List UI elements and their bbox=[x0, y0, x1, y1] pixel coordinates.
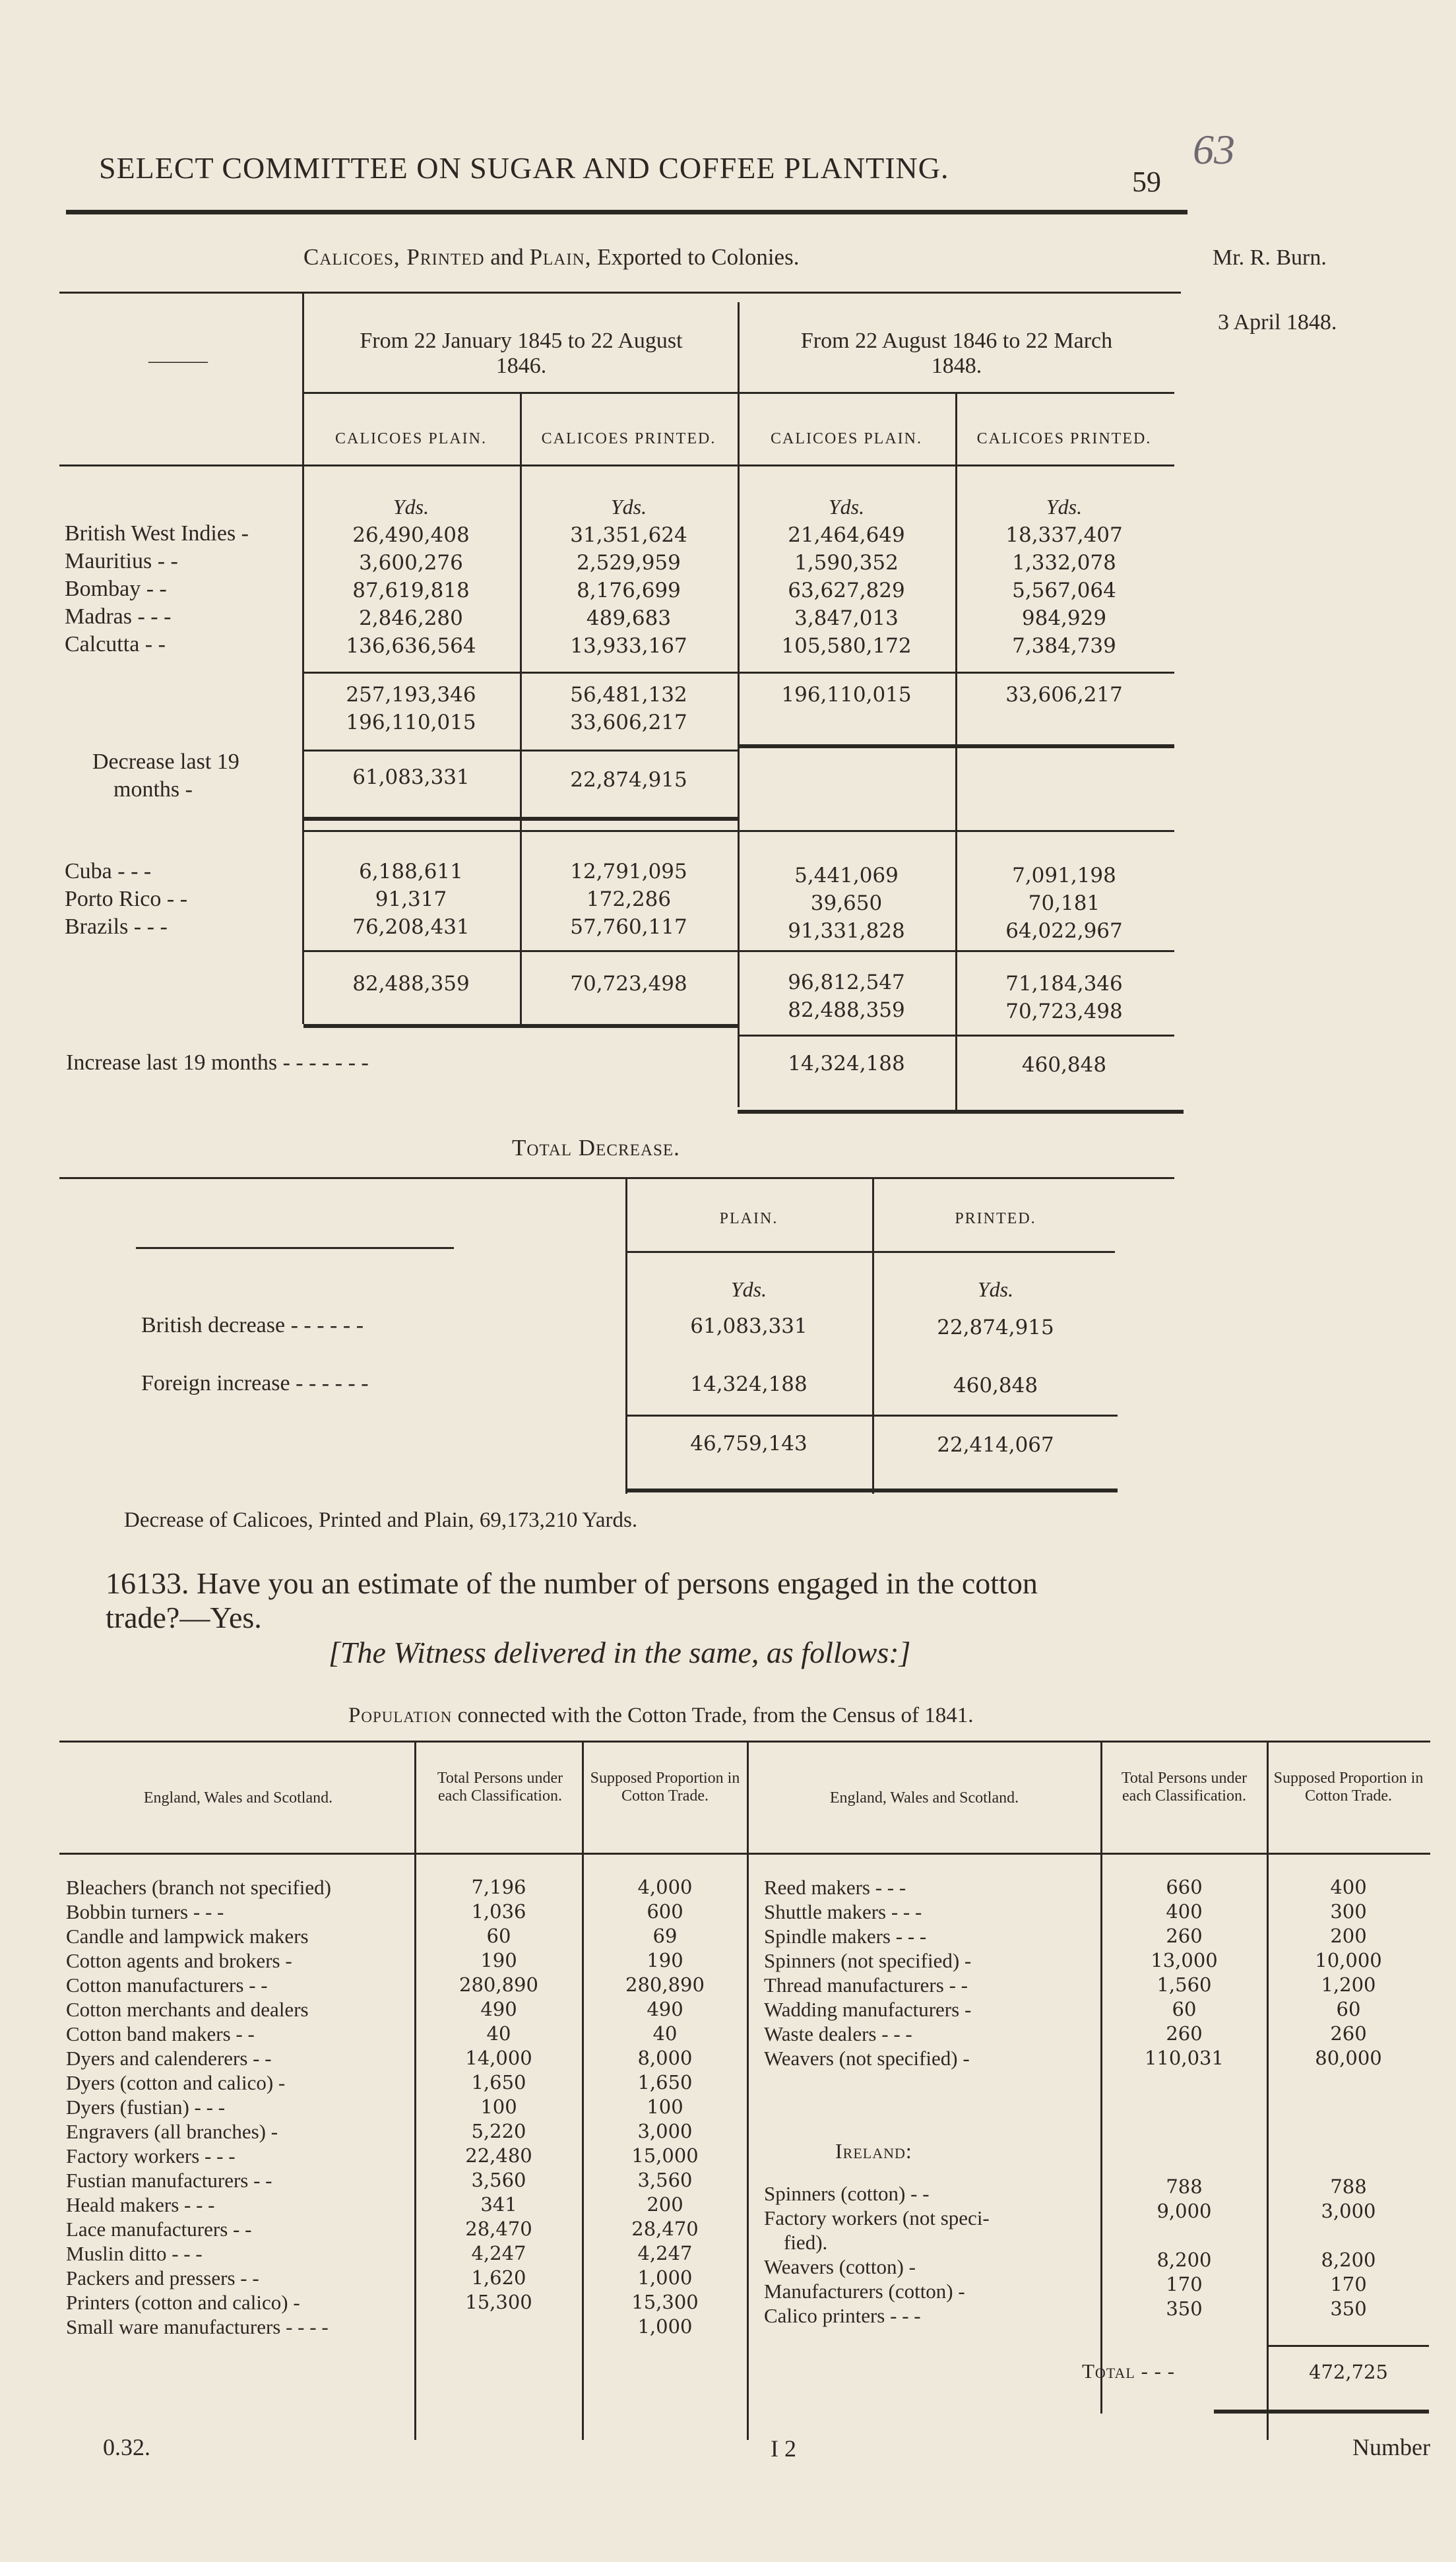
foreign-values-col4 bbox=[957, 862, 1172, 945]
occupation-label: Dyers (fustian) - - - bbox=[66, 2096, 226, 2119]
table3-head-proportion: Supposed Proportion in Cotton Trade. bbox=[1273, 1770, 1424, 1805]
cell-value bbox=[1269, 2224, 1428, 2248]
increase-plain: 14,324,188 bbox=[788, 1052, 905, 1075]
difference-rule bbox=[738, 744, 1174, 748]
cell-value: 788 bbox=[1166, 2175, 1203, 2198]
occupation-label: Weavers (not specified) - bbox=[764, 2047, 970, 2070]
cell-value: 64,022,967 bbox=[1005, 919, 1123, 943]
cell-value: 60 bbox=[1172, 1998, 1197, 2020]
occupation-label: Thread manufacturers - - bbox=[764, 1973, 968, 1997]
occupation-label: Bleachers (branch not specified) bbox=[66, 1876, 331, 1899]
table1-head-rule bbox=[59, 464, 1174, 466]
cell-value: 21,464,649 bbox=[788, 523, 905, 547]
decrease-plain: 61,083,331 bbox=[352, 765, 470, 789]
cell-value bbox=[1103, 2224, 1265, 2248]
witness-note: [The Witness delivered in the same, as follows:] bbox=[329, 1636, 911, 1669]
table3-col-divider bbox=[414, 1741, 416, 2440]
subtotal1-col2 bbox=[521, 681, 736, 736]
right-proportions bbox=[1269, 1875, 1428, 2070]
table3-col-divider bbox=[1267, 1741, 1269, 2440]
occupation-label: Waste dealers - - - bbox=[764, 2022, 912, 2045]
occupation-label: Cotton manufacturers - - bbox=[66, 1973, 268, 1997]
table2-printed-value: 460,848 bbox=[953, 1374, 1038, 1397]
cell-value: 28,470 bbox=[465, 2218, 532, 2240]
colony-values-col1 bbox=[303, 521, 519, 660]
cell-value: 190 bbox=[647, 1949, 683, 1971]
cell-value: 984,929 bbox=[1021, 606, 1107, 630]
foreign-values-col1 bbox=[303, 858, 519, 941]
foreign-labels bbox=[65, 858, 302, 941]
cell-value: 69 bbox=[652, 1925, 678, 1947]
cell-value: 31,351,624 bbox=[570, 523, 687, 547]
table2-plain-value: 14,324,188 bbox=[690, 1372, 807, 1396]
cell-value: 257,193,346 bbox=[346, 683, 476, 707]
cell-value: 4,247 bbox=[471, 2242, 526, 2264]
cell-value: 63,627,829 bbox=[788, 579, 905, 602]
cell-value: 4,000 bbox=[637, 1876, 693, 1898]
row-label: Mauritius - - bbox=[65, 549, 178, 573]
cell-value: 196,110,015 bbox=[346, 711, 476, 734]
cell-value: 9,000 bbox=[1156, 2200, 1212, 2222]
cell-value: 100 bbox=[480, 2096, 517, 2118]
footer-left: 0.32. bbox=[103, 2434, 150, 2460]
cell-value: 490 bbox=[647, 1998, 683, 2020]
cell-value: 1,200 bbox=[1321, 1973, 1376, 1996]
row-label: Bombay - - bbox=[65, 577, 167, 601]
table3-bottom-rule bbox=[1214, 2410, 1429, 2414]
cell-value: 196,110,015 bbox=[781, 683, 912, 707]
cell-value: 105,580,172 bbox=[781, 634, 912, 658]
header-rule bbox=[66, 210, 1187, 214]
table1-top-rule bbox=[59, 292, 1181, 294]
table3-head-region: England, Wales and Scotland. bbox=[829, 1789, 1019, 1807]
foreign-top-rule bbox=[303, 830, 1174, 832]
table2-col-head: PRINTED. bbox=[955, 1210, 1036, 1227]
cell-value: 39,650 bbox=[810, 891, 883, 915]
cell-value: 300 bbox=[1330, 1900, 1367, 1923]
subtotal1-col3 bbox=[739, 681, 954, 709]
occupation-label: Small ware manufacturers - - - - bbox=[66, 2315, 329, 2338]
row-label: British West Indies - bbox=[65, 521, 249, 546]
table1-col-head: CALICOES PLAIN. bbox=[334, 430, 487, 447]
cell-value: 40 bbox=[486, 2022, 511, 2045]
colony-values-col3 bbox=[739, 521, 954, 660]
table1-col-head: CALICOES PRINTED. bbox=[976, 430, 1152, 447]
occupation-label: Weavers (cotton) - bbox=[764, 2255, 916, 2278]
cell-value: 1,036 bbox=[471, 1900, 526, 1923]
occupation-label: Manufacturers (cotton) - bbox=[764, 2280, 965, 2303]
row-label: Madras - - - bbox=[65, 604, 172, 629]
cell-value: 4,247 bbox=[637, 2242, 693, 2264]
cell-value: 8,176,699 bbox=[577, 579, 681, 602]
cell-value: 70,723,498 bbox=[570, 972, 687, 996]
handwritten-page-number: 63 bbox=[1193, 126, 1235, 173]
cell-value: 87,619,818 bbox=[352, 579, 470, 602]
cell-value: 82,488,359 bbox=[788, 998, 905, 1022]
footer-catchword: Number bbox=[1352, 2434, 1430, 2460]
cell-value: 26,490,408 bbox=[352, 523, 470, 547]
cell-value: 8,200 bbox=[1156, 2249, 1212, 2271]
cell-value: 260 bbox=[1166, 1925, 1203, 1947]
cell-value: 170 bbox=[1166, 2273, 1203, 2295]
unit-label: Yds. bbox=[393, 495, 429, 519]
cell-value: 100 bbox=[647, 2096, 683, 2118]
colony-labels bbox=[65, 520, 302, 658]
table3-head-region: England, Wales and Scotland. bbox=[143, 1789, 333, 1807]
table3-col-divider bbox=[747, 1741, 749, 2440]
table3-top-rule bbox=[59, 1741, 1430, 1743]
cell-value: 2,846,280 bbox=[359, 606, 463, 630]
cell-value: 200 bbox=[647, 2193, 683, 2216]
cell-value: 660 bbox=[1166, 1876, 1203, 1898]
occupation-label: Wadding manufacturers - bbox=[764, 1998, 972, 2021]
cell-value: 6,188,611 bbox=[359, 860, 463, 883]
cell-value: 96,812,547 bbox=[788, 971, 905, 994]
cell-value: 70,181 bbox=[1028, 891, 1100, 915]
occupation-label: Engravers (all branches) - bbox=[66, 2120, 278, 2143]
cell-value: 190 bbox=[480, 1949, 517, 1971]
occupation-label: Printers (cotton and calico) - bbox=[66, 2291, 300, 2314]
table3-head-rule bbox=[59, 1853, 1430, 1855]
cell-value: 489,683 bbox=[586, 606, 672, 630]
footer-signature: I 2 bbox=[771, 2435, 796, 2462]
cell-value: 91,317 bbox=[375, 887, 447, 911]
table3-caption: Population connected with the Cotton Trade, from the Census of 1841. bbox=[348, 1704, 974, 1727]
table2-bottom-rule bbox=[627, 1489, 1118, 1492]
subtotal2-col3 bbox=[739, 969, 954, 1024]
subtotal2-col4 bbox=[957, 970, 1172, 1025]
decrease-label: Decrease last 19 months - bbox=[92, 750, 239, 802]
ireland-heading: Ireland: bbox=[835, 2139, 912, 2163]
cell-value: 788 bbox=[1330, 2175, 1367, 2198]
cell-value: 1,650 bbox=[471, 2071, 526, 2094]
table3-total-label: Total - - - bbox=[1082, 2359, 1176, 2383]
cell-value: 7,091,198 bbox=[1012, 864, 1116, 887]
table3-total-value: 472,725 bbox=[1309, 2361, 1388, 2383]
cell-value: 40 bbox=[652, 2022, 678, 2045]
cell-value: 1,560 bbox=[1156, 1973, 1212, 1996]
subtotal-rule bbox=[738, 1035, 1174, 1037]
cell-value: 60 bbox=[486, 1925, 511, 1947]
subtotal2-col2 bbox=[521, 970, 736, 998]
cell-value: 3,560 bbox=[637, 2169, 693, 2191]
table2-row-label: British decrease - - - - - - bbox=[141, 1313, 364, 1337]
cell-value: 5,441,069 bbox=[794, 864, 899, 887]
cell-value: 350 bbox=[1330, 2297, 1367, 2320]
occupation-label: Spinners (cotton) - - bbox=[764, 2182, 930, 2205]
cell-value: 1,000 bbox=[637, 2266, 693, 2289]
page-title: SELECT COMMITTEE ON SUGAR AND COFFEE PLANTING. bbox=[99, 151, 949, 185]
cell-value: 200 bbox=[1330, 1925, 1367, 1947]
cell-value: 18,337,407 bbox=[1005, 523, 1123, 547]
right-occupations bbox=[764, 1875, 1098, 2070]
table2-stub-rule bbox=[136, 1247, 454, 1249]
decrease-printed: 22,874,915 bbox=[570, 768, 687, 792]
cell-value: 56,481,132 bbox=[570, 683, 687, 707]
table2-col-head: PLAIN. bbox=[719, 1210, 778, 1227]
cell-value bbox=[417, 2315, 581, 2339]
table3-head-total: Total Persons under each Classification. bbox=[1121, 1770, 1248, 1805]
occupation-label: Shuttle makers - - - bbox=[764, 1900, 922, 1923]
cell-value: 10,000 bbox=[1315, 1949, 1382, 1971]
cell-value: 280,890 bbox=[625, 1973, 705, 1996]
occupation-label: Spindle makers - - - bbox=[764, 1925, 927, 1948]
cell-value: 22,480 bbox=[465, 2144, 532, 2167]
cell-value: 33,606,217 bbox=[570, 711, 687, 734]
table2-total-plain: 46,759,143 bbox=[690, 1432, 807, 1456]
table2-printed-value: 22,874,915 bbox=[937, 1316, 1054, 1339]
colony-values-col4 bbox=[957, 521, 1172, 660]
cell-value: 400 bbox=[1330, 1876, 1367, 1898]
cell-value: 400 bbox=[1166, 1900, 1203, 1923]
cell-value: 91,331,828 bbox=[788, 919, 905, 943]
cell-value: 15,000 bbox=[631, 2144, 699, 2167]
cell-value: 5,567,064 bbox=[1012, 579, 1116, 602]
occupation-label: Packers and pressers - - bbox=[66, 2266, 259, 2290]
cell-value: 3,000 bbox=[1321, 2200, 1376, 2222]
occupation-label: Factory workers - - - bbox=[66, 2144, 236, 2167]
table2-head-rule bbox=[627, 1251, 1115, 1253]
cell-value: 1,650 bbox=[637, 2071, 693, 2094]
cell-value: 14,000 bbox=[465, 2047, 532, 2069]
row-label: Calcutta - - bbox=[65, 632, 166, 657]
cell-value: 82,488,359 bbox=[352, 972, 470, 996]
table3-col-divider bbox=[582, 1741, 584, 2440]
occupation-label: Dyers and calenderers - - bbox=[66, 2047, 272, 2070]
cell-value: 15,300 bbox=[465, 2291, 532, 2313]
cell-value: 76,208,431 bbox=[352, 915, 470, 939]
cell-value: 172,286 bbox=[586, 887, 672, 911]
subtotal2-col1 bbox=[303, 970, 519, 998]
cell-value: 3,847,013 bbox=[794, 606, 899, 630]
table3-head-proportion: Supposed Proportion in Cotton Trade. bbox=[590, 1770, 740, 1805]
occupation-label: Factory workers (not speci- bbox=[764, 2206, 990, 2229]
foreign-values-col3 bbox=[739, 862, 954, 945]
occupation-label: Bobbin turners - - - bbox=[66, 1900, 224, 1923]
margin-witness: Mr. R. Burn. bbox=[1213, 245, 1327, 270]
unit-label: Yds. bbox=[610, 495, 647, 519]
occupation-label: Cotton band makers - - bbox=[66, 2022, 255, 2045]
left-proportions bbox=[585, 1875, 745, 2339]
occupation-label: Cotton merchants and dealers bbox=[66, 1998, 309, 2021]
unit-label: Yds. bbox=[828, 495, 865, 519]
cell-value: 1,620 bbox=[471, 2266, 526, 2289]
row-label: Porto Rico - - bbox=[65, 887, 188, 911]
difference-rule bbox=[303, 750, 739, 752]
table1-caption: Calicoes, Printed and Plain, Exported to Colonies. bbox=[303, 244, 800, 270]
cell-value: 600 bbox=[647, 1900, 683, 1923]
foreign-values-col2 bbox=[521, 858, 736, 941]
row-label: Brazils - - - bbox=[65, 914, 168, 939]
cell-value: 7,196 bbox=[471, 1876, 526, 1898]
cell-value: 2,529,959 bbox=[577, 551, 681, 575]
calicoes-summary: Decrease of Calicoes, Printed and Plain, 69,173,210 Yards. bbox=[124, 1508, 638, 1532]
cell-value: 3,600,276 bbox=[359, 551, 463, 575]
cell-value: 3,000 bbox=[637, 2120, 693, 2142]
table1-col-head: CALICOES PLAIN. bbox=[770, 430, 922, 447]
cell-value: 80,000 bbox=[1315, 2047, 1382, 2069]
subtotal1-col4 bbox=[957, 681, 1172, 709]
question-16133: 16133. Have you an estimate of the number of persons engaged in the cotton trade?—Yes. bbox=[106, 1566, 1038, 1634]
table2-caption: Total Decrease. bbox=[512, 1135, 680, 1161]
unit-label: Yds. bbox=[977, 1277, 1014, 1301]
table2-plain-value: 61,083,331 bbox=[690, 1314, 807, 1338]
cell-value: 490 bbox=[480, 1998, 517, 2020]
increase-printed: 460,848 bbox=[1021, 1053, 1107, 1077]
occupation-label: Lace manufacturers - - bbox=[66, 2218, 252, 2241]
cell-value: 8,200 bbox=[1321, 2249, 1376, 2271]
cell-value: 350 bbox=[1166, 2297, 1203, 2320]
occupation-label: Calico printers - - - bbox=[764, 2304, 921, 2327]
occupation-label: Fustian manufacturers - - bbox=[66, 2169, 272, 2192]
table1-bottom-rule bbox=[738, 1110, 1184, 1114]
table3-col-divider bbox=[1100, 1741, 1102, 2414]
subtotal-rule bbox=[303, 950, 1174, 952]
cell-value: 7,384,739 bbox=[1012, 634, 1116, 658]
colony-values-col2 bbox=[521, 521, 736, 660]
ireland-proportions bbox=[1269, 2175, 1428, 2321]
cell-value: 341 bbox=[480, 2193, 517, 2216]
occupation-label: Spinners (not specified) - bbox=[764, 1949, 972, 1972]
table2-row-label: Foreign increase - - - - - - bbox=[141, 1371, 369, 1395]
cell-value: 1,590,352 bbox=[794, 551, 899, 575]
cell-value: 5,220 bbox=[471, 2120, 526, 2142]
cell-value: 1,332,078 bbox=[1012, 551, 1116, 575]
occupation-label: Cotton agents and brokers - bbox=[66, 1949, 292, 1972]
right-totals bbox=[1103, 1875, 1265, 2070]
cell-value: 13,000 bbox=[1151, 1949, 1218, 1971]
cell-value: 260 bbox=[1166, 2022, 1203, 2045]
subtotal-rule bbox=[303, 1024, 739, 1028]
cell-value: 3,560 bbox=[471, 2169, 526, 2191]
unit-label: Yds. bbox=[1046, 495, 1083, 519]
cell-value: 71,184,346 bbox=[1005, 972, 1123, 996]
cell-value: 110,031 bbox=[1145, 2047, 1224, 2069]
cell-value: 60 bbox=[1336, 1998, 1361, 2020]
page-number: 59 bbox=[1132, 166, 1161, 198]
cell-value: 260 bbox=[1330, 2022, 1367, 2045]
occupation-label: fied). bbox=[784, 2231, 828, 2254]
occupation-label: Heald makers - - - bbox=[66, 2193, 215, 2216]
occupation-label: Reed makers - - - bbox=[764, 1876, 906, 1899]
decrease-rule bbox=[303, 817, 739, 821]
left-totals bbox=[417, 1875, 581, 2339]
unit-label: Yds. bbox=[730, 1277, 767, 1301]
occupation-label: Muslin ditto - - - bbox=[66, 2242, 203, 2265]
table1-period2: From 22 August 1846 to 22 March 1848. bbox=[800, 329, 1113, 378]
table2-total-printed: 22,414,067 bbox=[937, 1433, 1054, 1457]
total-rule bbox=[1268, 2345, 1429, 2347]
cell-value: 1,000 bbox=[637, 2315, 693, 2338]
cell-value: 280,890 bbox=[459, 1973, 538, 1996]
cell-value: 170 bbox=[1330, 2273, 1367, 2295]
margin-date: 3 April 1848. bbox=[1218, 310, 1337, 335]
increase-label: Increase last 19 months - - - - - - - bbox=[66, 1050, 369, 1075]
table1-period1: From 22 January 1845 to 22 August 1846. bbox=[360, 329, 683, 378]
table2-total-rule bbox=[627, 1415, 1118, 1417]
occupation-label: Candle and lampwick makers bbox=[66, 1925, 309, 1948]
subtotal1-col1 bbox=[303, 681, 519, 736]
occupation-label: Dyers (cotton and calico) - bbox=[66, 2071, 286, 2094]
cell-value: 70,723,498 bbox=[1005, 1000, 1123, 1023]
table1-col-head: CALICOES PRINTED. bbox=[541, 430, 716, 447]
cell-value: 136,636,564 bbox=[346, 634, 476, 658]
table2-top-rule bbox=[59, 1177, 1174, 1179]
cell-value: 13,933,167 bbox=[570, 634, 687, 658]
cell-value: 28,470 bbox=[631, 2218, 699, 2240]
row-label: Cuba - - - bbox=[65, 859, 152, 883]
subtotal-rule bbox=[303, 672, 1174, 674]
table1-blank-cell: ——— bbox=[148, 350, 208, 371]
cell-value: 57,760,117 bbox=[570, 915, 687, 939]
cell-value: 15,300 bbox=[631, 2291, 699, 2313]
cell-value: 12,791,095 bbox=[570, 860, 687, 883]
cell-value: 8,000 bbox=[637, 2047, 693, 2069]
table3-head-total: Total Persons under each Classification. bbox=[437, 1770, 563, 1805]
left-occupations bbox=[66, 1875, 413, 2339]
ireland-occupations bbox=[764, 2181, 1098, 2328]
ireland-totals bbox=[1103, 2175, 1265, 2321]
cell-value: 33,606,217 bbox=[1005, 683, 1123, 707]
